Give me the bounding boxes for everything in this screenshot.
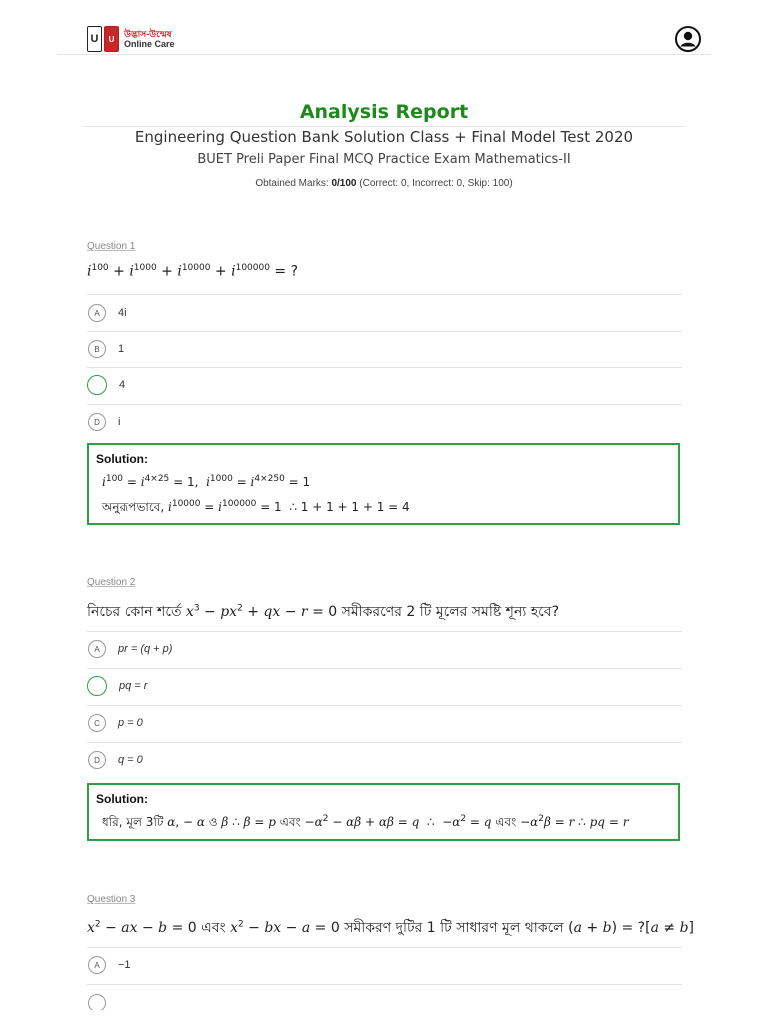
question-3-option-b[interactable]	[87, 990, 682, 1010]
question-2-option-d[interactable]	[87, 742, 682, 778]
option-text: pr = (q + p)	[118, 643, 173, 655]
solution-title: Solution:	[96, 792, 148, 806]
option-letter-badge: A	[88, 956, 106, 974]
solution-line: ধরি, মূল 3টি α, − α ও β ∴ β = p এবং $-\alpha^2 - \alpha\beta + \alpha\beta = q$ ∴ $-\alpha^2 = q$ এবং $-\alpha^2\beta = r$ ∴ pq = r	[102, 814, 629, 829]
question-1-label[interactable]: Question 1	[87, 241, 136, 252]
question-1-option-d[interactable]	[87, 404, 682, 440]
correct-answer-circle	[87, 375, 107, 395]
option-text: q = 0	[118, 754, 143, 766]
question-3-label[interactable]: Question 3	[87, 894, 136, 905]
option-letter-badge: A	[88, 304, 106, 322]
question-1-option-c[interactable]	[87, 367, 682, 403]
question-2-option-c[interactable]	[87, 705, 682, 741]
solution-title: Solution:	[96, 452, 148, 466]
question-3-text: $x^2$ − ax − b = 0 এবং $x^2$ − bx − a = 0 সমীকরণ দুটির 1 টি সাধারণ মূল থাকলে (a + b) = ?[a ≠ b]	[87, 919, 694, 936]
option-text: −1	[118, 959, 131, 971]
marks-value: 0/100	[331, 178, 357, 189]
question-2-solution	[87, 783, 680, 841]
option-letter-badge: C	[88, 714, 106, 732]
question-1-option-b[interactable]	[87, 331, 682, 367]
option-text: 4i	[118, 307, 127, 319]
option-text: p = 0	[118, 717, 143, 729]
option-letter-badge	[88, 994, 106, 1010]
option-letter-badge: D	[88, 751, 106, 769]
question-1-solution	[87, 443, 680, 525]
logo-badge-left: U	[87, 26, 102, 52]
correct-answer-circle	[87, 676, 107, 696]
site-logo[interactable]	[87, 25, 175, 53]
question-3-option-a[interactable]	[87, 947, 682, 983]
user-avatar-icon[interactable]	[675, 26, 701, 52]
option-text: i	[118, 416, 121, 428]
option-letter-badge: D	[88, 413, 106, 431]
marks-detail: (Correct: 0, Incorrect: 0, Skip: 100)	[356, 178, 513, 189]
logo-text	[124, 29, 175, 49]
top-bar	[0, 0, 768, 55]
question-2-option-b[interactable]	[87, 668, 682, 704]
question-2-text: নিচের কোন শর্তে $x^3 - px^2$ + qx − r = 0 সমীকরণের 2 টি মূলের সমষ্টি শূন্য হবে?	[87, 603, 560, 620]
option-letter-badge: A	[88, 640, 106, 658]
report-header	[0, 98, 768, 126]
divider	[87, 984, 682, 985]
option-text: pq = r	[119, 680, 148, 692]
question-2-label[interactable]: Question 2	[87, 577, 136, 588]
logo-badge-right: U	[104, 26, 119, 52]
marks-label: Obtained Marks:	[255, 178, 332, 189]
question-2-option-a[interactable]	[87, 631, 682, 667]
option-text: 4	[119, 379, 126, 391]
solution-line: অনুরূপভাবে, $i^{10000} = i^{100000} = 1$ ∴ 1 + 1 + 1 + 1 = 4	[102, 499, 410, 514]
option-text: 1	[118, 343, 125, 355]
logo-line-bangla: উদ্ভাস-উন্মেষ	[124, 29, 172, 39]
header-divider	[57, 54, 711, 55]
option-letter-badge: B	[88, 340, 106, 358]
exam-name: BUET Preli Paper Final MCQ Practice Exam Mathematics-II	[197, 152, 571, 167]
obtained-marks	[0, 177, 768, 191]
exam-course-title: Engineering Question Bank Solution Class + Final Model Test 2020	[134, 128, 634, 146]
question-1-text: $i^{100} + i^{1000} + i^{10000} + i^{100000}$ = ?	[87, 263, 299, 280]
page-title: Analysis Report	[299, 101, 469, 123]
logo-line-english: Online Care	[124, 39, 175, 49]
solution-line: $i^{100} = i^{4\times 25} = 1$, $i^{1000} = i^{4\times 250} = 1$	[102, 474, 311, 489]
question-1-option-a[interactable]	[87, 295, 682, 331]
